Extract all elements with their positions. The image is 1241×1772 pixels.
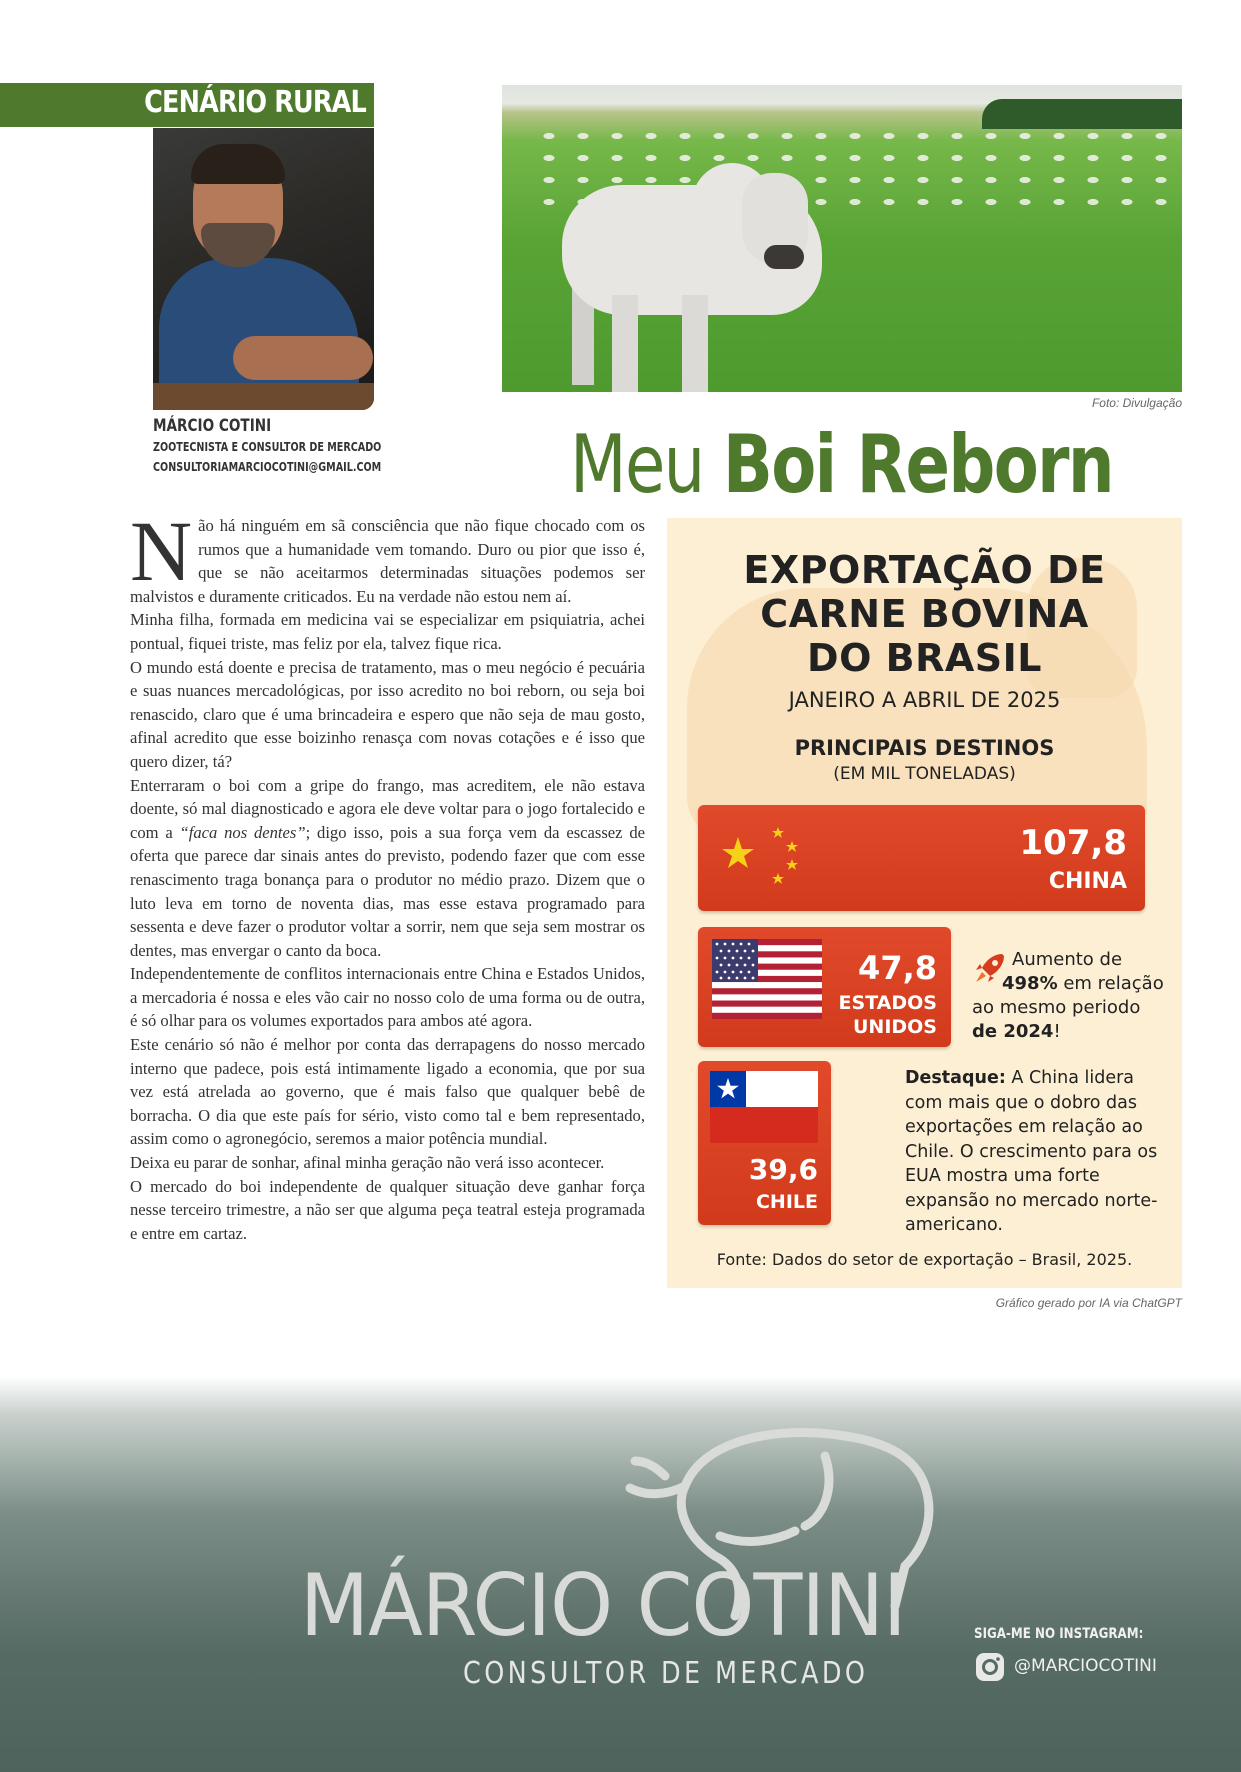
section-tag <box>0 83 374 127</box>
infographic-title: EXPORTAÇÃO DE CARNE BOVINA DO BRASIL <box>743 548 1106 680</box>
paragraph: Não há ninguém em sã consciência que não fique chocado com os rumos que a humanidade vem tomando. Duro ou pior que isso é, que se não aceitarmos determinadas situações podemos ser malvistos e duramente criticados. Eu na verdade não estou nem aí. <box>130 503 645 606</box>
china-flag-icon <box>716 819 816 895</box>
footer <box>0 1376 1241 1772</box>
brand-subtitle: CONSULTOR DE MERCADO <box>463 1656 869 1691</box>
infographic-source: Fonte: Dados do setor de exportação – Brasil, 2025. <box>716 1250 1133 1269</box>
paragraph: Minha filha, formada em medicina vai se especializar em psiquiatria, achei pontual, fiquei triste, mas feliz por ela, talvez fique rica. <box>130 610 645 653</box>
usa-flag-icon <box>712 939 822 1019</box>
bar-label-china: CHINA <box>1048 869 1127 894</box>
instagram-handle[interactable]: @MARCIOCOTINI <box>1014 1656 1157 1676</box>
infographic-period: JANEIRO A ABRIL DE 2025 <box>788 688 1061 712</box>
article-title <box>570 418 1113 511</box>
infographic <box>667 518 1182 1288</box>
article-body <box>130 503 645 1245</box>
infographic-unit: (EM MIL TONELADAS) <box>833 764 1016 784</box>
bar-label-chile: CHILE <box>755 1191 818 1213</box>
paragraph: O mundo está doente e precisa de tratamento, mas o meu negócio é pecuária e suas nuances mercadológicas, por isso acredito no boi reborn, ou seja boi renascido, claro que é uma brincadeira e espero que não seja de mau gosto, afinal acredito que esse boizinho renasça com novas cotações e é isso que quero dizer, tá? <box>130 657 645 771</box>
infographic-subtitle: PRINCIPAIS DESTINOS <box>794 736 1055 760</box>
title-bold: Boi Reborn <box>722 418 1113 511</box>
bar-value-usa: 47,8 <box>858 949 937 987</box>
increase-note: Aumento de 498% em relação ao mesmo periodo de 2024! <box>972 949 1164 1042</box>
paragraph: Enterraram o boi com a gripe do frango, mas acreditem, ele não estava doente, só mal diagnosticado e agora ele deve voltar para o jogo fortalecido e com a “faca nos dentes”; digo isso, pois a sua força vem da escassez de oferta que parece dar sinais antes do previsto, podendo fazer que com esse renascimento traga bonança para o produtor no médio prazo. Dizem que o luto leva em torno de noventa dias, mas esse estava programado para sessenta e deve fazer o produtor voltar a sorrir, nem que seja sem mostrar os dentes, mas envergar o canto da boca. <box>130 775 645 960</box>
title-light: Meu <box>570 418 723 511</box>
infographic-credit: Gráfico gerado por IA via ChatGPT <box>995 1296 1182 1310</box>
instagram-icon[interactable] <box>974 1651 1006 1683</box>
paragraph: Este cenário só não é melhor por conta das derrapagens do nosso mercado interno que padece, pois está intimamente ligado a economia, que por sua vez está atrelada ao governo, que é mais falso que qualquer bebê de borracha. O dia que este país for sério, visto como tal e bem representado, assim como o agronegócio, seremos a maior potência mundial. <box>130 1035 645 1149</box>
paragraph: Independentemente de conflitos internacionais entre China e Estados Unidos, a mercadoria é nossa e eles vão cair no nosso colo de uma forma ou de outra, é só olhar para os volumes exportados para ambos até agora. <box>130 964 645 1031</box>
bar-usa <box>698 927 951 1047</box>
paragraph: O mercado do boi independente de qualquer situação deve ganhar força nesse terceiro trimestre, a não ser que alguma peça teatral esteja programada e entre em cartaz. <box>130 1176 645 1243</box>
instagram-label: SIGA-ME NO INSTAGRAM: <box>974 1626 1144 1642</box>
author-role: ZOOTECNISTA E CONSULTOR DE MERCADO <box>153 440 382 454</box>
bar-chile <box>698 1061 831 1225</box>
section-label: CENÁRIO RURAL <box>144 85 366 120</box>
chile-flag-icon <box>710 1071 818 1143</box>
bar-value-china: 107,8 <box>1019 823 1127 863</box>
author-name: MÁRCIO COTINI <box>153 416 272 436</box>
cattle-photo <box>502 85 1182 392</box>
rocket-icon <box>972 950 1008 986</box>
author-photo <box>153 128 374 410</box>
dropcap: N <box>130 503 193 599</box>
photo-credit: Foto: Divulgação <box>1091 396 1182 410</box>
bar-china <box>698 805 1145 911</box>
highlight-note: Destaque: A China lidera com mais que o dobro das exportações em relação ao Chile. O crescimento para os EUA mostra uma forte expansão no mercado norte-americano. <box>905 1068 1158 1235</box>
paragraph: Deixa eu parar de sonhar, afinal minha geração não verá isso acontecer. <box>130 1153 605 1173</box>
author-email: CONSULTORIAMARCIOCOTINI@GMAIL.COM <box>153 460 382 474</box>
brand-name: MÁRCIO COTINI <box>300 1556 906 1656</box>
bar-value-chile: 39,6 <box>748 1153 818 1186</box>
bar-label-usa: ESTADOS UNIDOS <box>838 992 937 1038</box>
